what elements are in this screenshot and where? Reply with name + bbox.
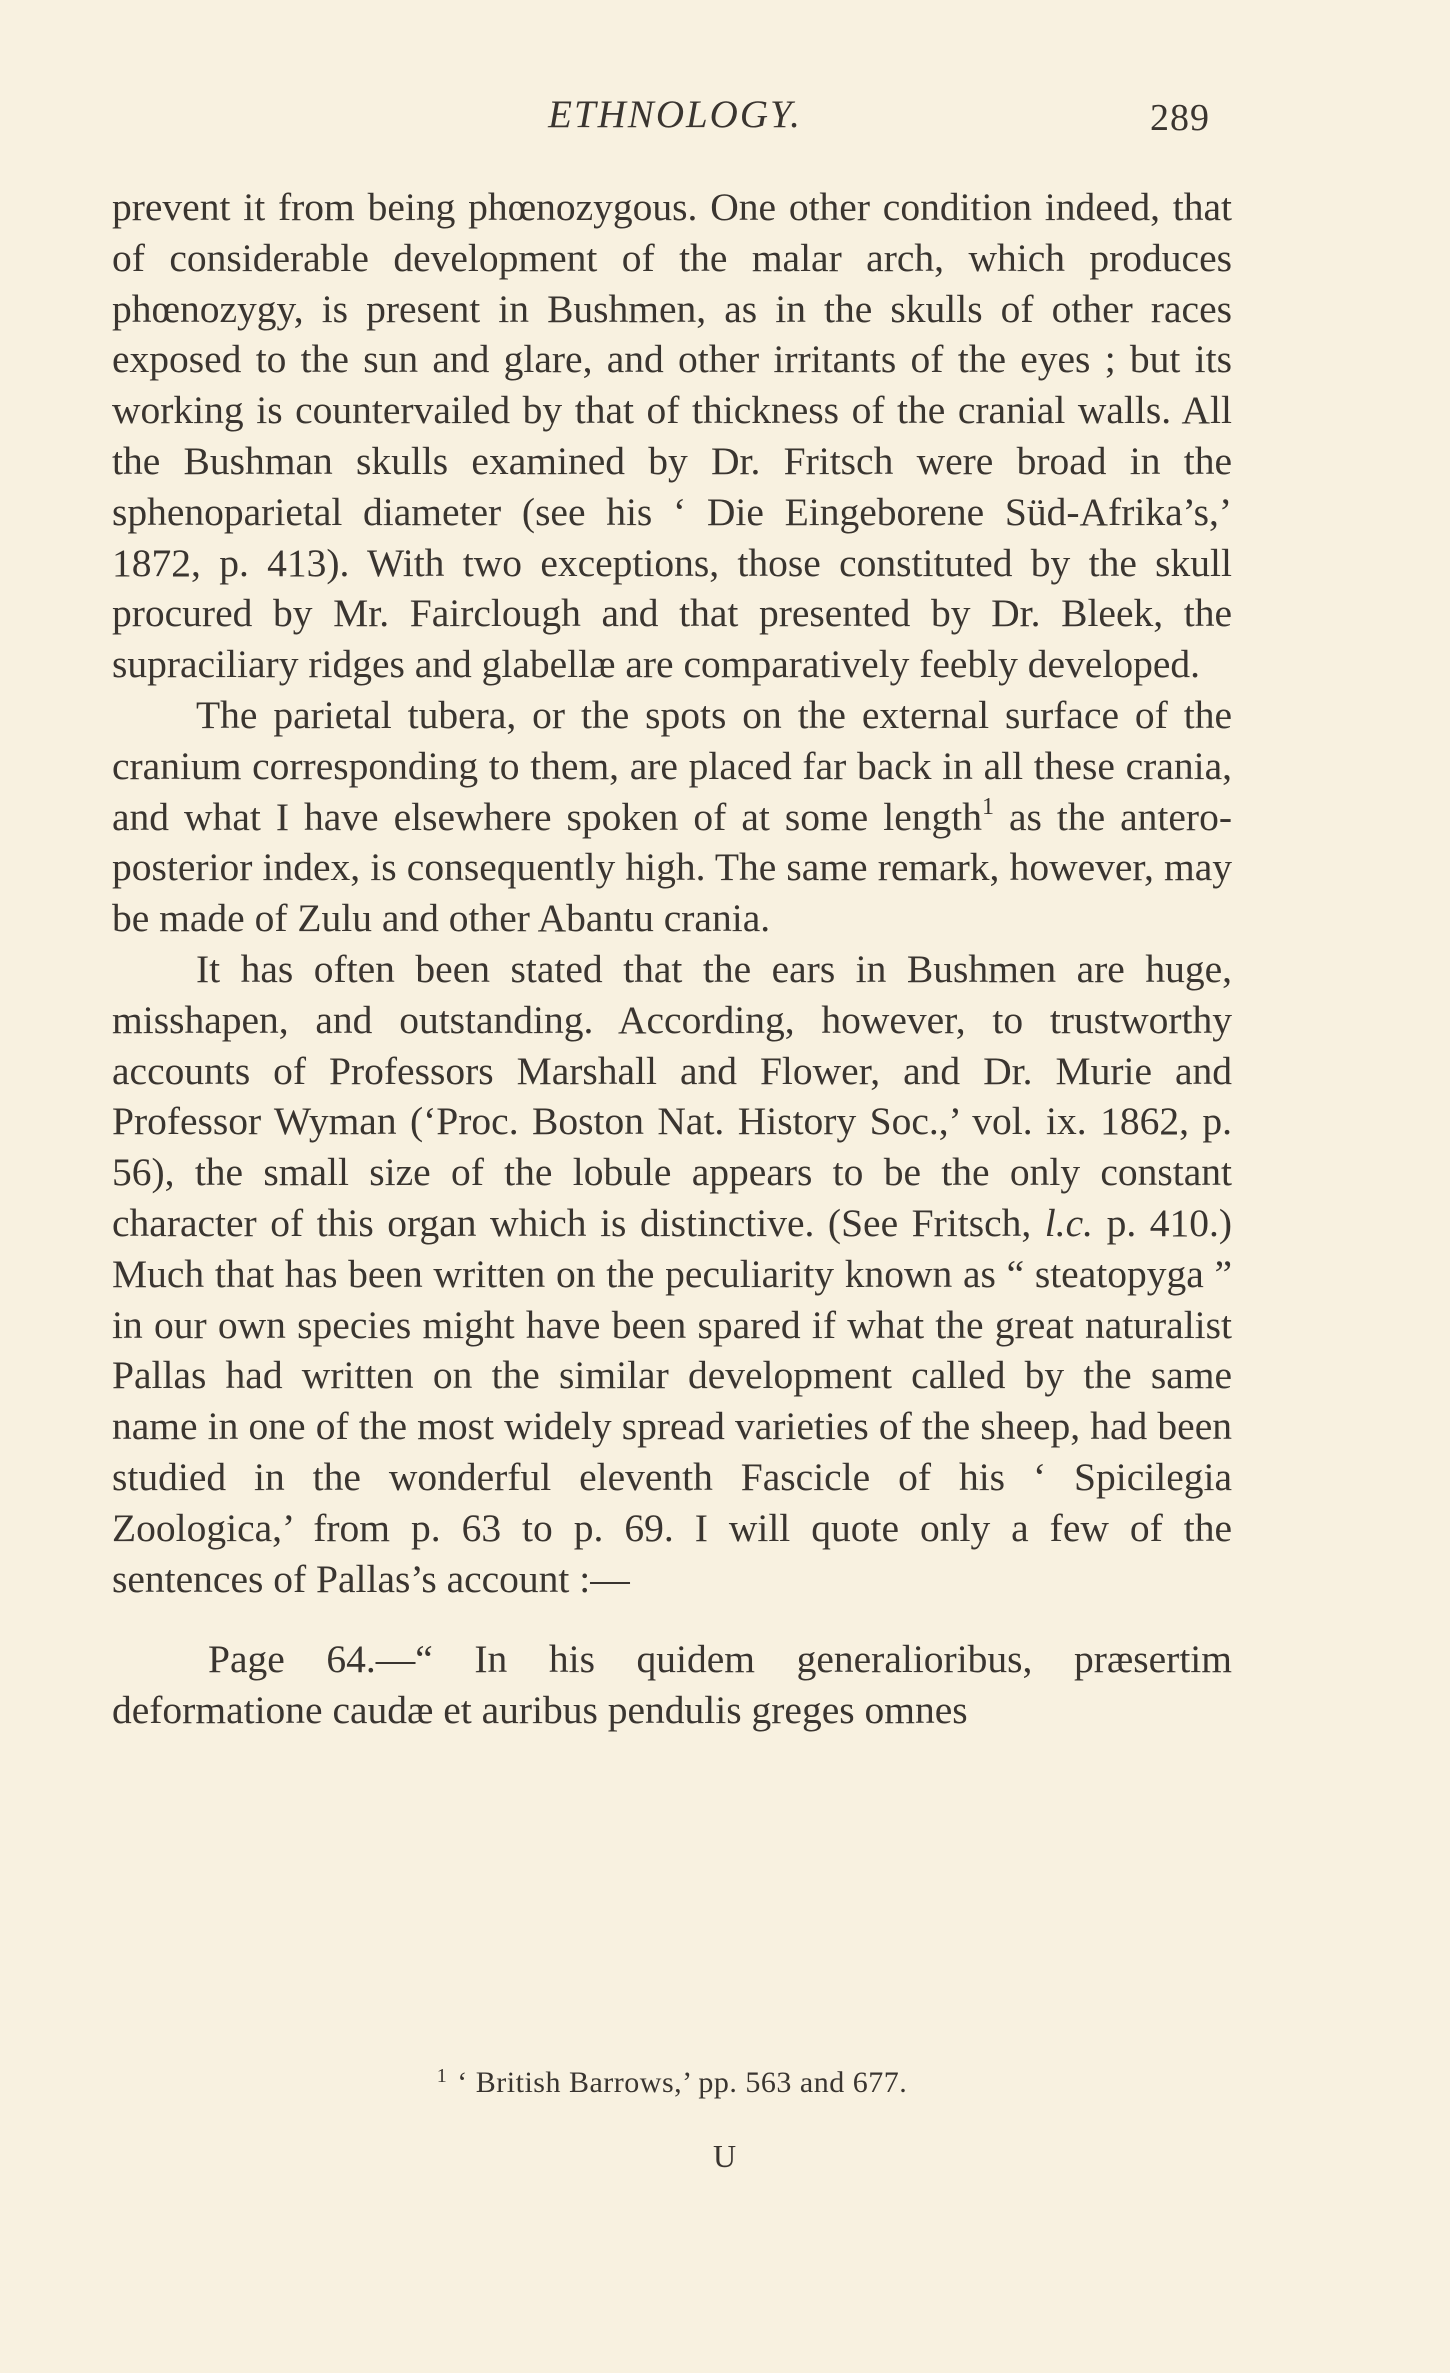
page-number: 289: [1150, 97, 1210, 139]
paragraph-3: [112, 944, 1232, 1604]
paragraph-2-text-a: The parietal tubera, or the spots on the external surface of the cranium corresponding to them, are placed far back in all these crania, and what I have elsewhere spoken of at some length: [112, 692, 1232, 839]
body-text: [112, 182, 1232, 1736]
loc-cit-abbreviation: l.c.: [1044, 1200, 1094, 1245]
running-head: [110, 92, 1240, 142]
paragraph-3-text-b: p. 410.) Much that has been written on the peculiarity known as “ steatopyga ” in our own species might have been spared if what the great naturalist Pallas had written on the similar development called by the same name in one of the most widely spread varieties of the sheep, had been studied in the wonderful eleventh Fascicle of his ‘ Spicilegia Zoologica,’ from p. 63 to p. 69. I will quote only a few of the sentences of Pallas’s account :—: [112, 1200, 1232, 1601]
footnote-text: ‘ British Barrows,’ pp. 563 and 677.: [457, 2066, 908, 2099]
footnote-mark: 1: [436, 2065, 448, 2087]
quotation-paragraph: Page 64.—“ In his quidem generalioribus, præsertim deformatione caudæ et auribus pendulis greges omnes: [112, 1637, 1232, 1733]
paragraph-2-text-b: as the antero-posterior index, is consequently high. The same remark, however, may be made of Zulu and other Abantu crania.: [112, 794, 1232, 941]
paragraph-2: [112, 690, 1232, 944]
footnote: [112, 2065, 1232, 2100]
footnote-reference: 1: [981, 793, 994, 820]
paragraph-3-text-a: It has often been stated that the ears in Bushmen are huge, misshapen, and outstanding. According, however, to trustworthy accounts of Professors Marshall and Flower, and Dr. Murie and Professor Wyman (‘Proc. Boston Nat. History Soc.,’ vol. ix. 1862, p. 56), the small size of the lobule appears to be the only constant character of this organ which is distinctive. (See Fritsch,: [112, 946, 1232, 1245]
signature-mark: U: [712, 2138, 738, 2174]
paragraph-1: prevent it from being phœnozygous. One other condition indeed, that of considerable development of the malar arch, which produces phœnozygy, is present in Bushmen, as in the skulls of other races exposed to the sun and glare, and other irritants of the eyes ; but its working is countervailed by that of thickness of the cranial walls. All the Bushman skulls examined by Dr. Fritsch were broad in the sphenoparietal diameter (see his ‘ Die Eingeborene Süd-Afrika’s,’ 1872, p. 413). With two exceptions, those constituted by the skull procured by Mr. Fairclough and that presented by Dr. Bleek, the supraciliary ridges and glabellæ are comparatively feebly developed.: [112, 185, 1232, 687]
running-title: ETHNOLOGY.: [548, 93, 802, 136]
